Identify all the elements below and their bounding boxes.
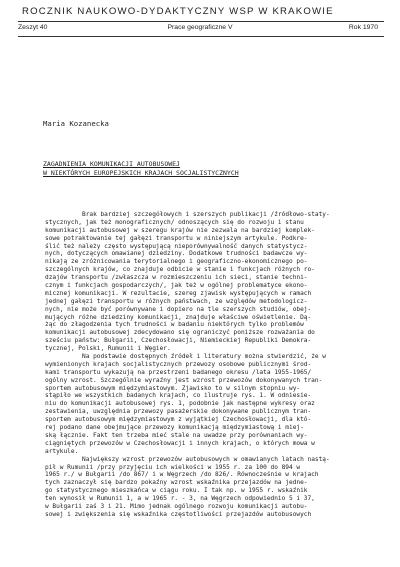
body-line: ogólny wzrost. Szczególnie wyraźny jest wzrost przewozów dokonywanych tran-	[45, 376, 323, 384]
body-line: sowej i zwiększenia się wskaźnika częstotliwości przejazdów autobusowych	[45, 510, 312, 518]
body-line: Największy wzrost przewozów autobusowych w omawianych latach nastą-	[82, 455, 330, 463]
body-line: stycznych, jak też monograficznych/ odnoszących się do rozwoju i stanu	[45, 218, 304, 226]
body-line: tych zaznaczył się bardzo pokaźny wzrost wskaźnika przejazdów na jedne-	[45, 479, 308, 487]
body-line: mujących różne dziedziny komunikacji, znajduje właściwe oświetlenie. Dą-	[45, 313, 312, 321]
body-line: ską łącznie. Fakt ten trzeba mieć stale na uwadze przy porównaniach wy-	[45, 431, 308, 439]
body-line: cznym i funkcjach gospodarczych/, jak też w ogólnej problematyce ekono-	[45, 282, 308, 290]
body-line: rej podano dane obejmujące przewozy komunikacją międzymiastową i miej-	[45, 424, 304, 432]
header-rule-bottom	[18, 36, 384, 37]
body-line: sportem autobusowym międzymiastowym z wyjątkiej Czechosłowacji, dla któ-	[45, 416, 312, 424]
body-line: ciągniętych przewozów w Czechosłowacji i innych krajach, o których mowa w	[45, 439, 315, 447]
body-line: zestawienia, uwzględnia przewozy pasażerskie dokonywane publicznym tran-	[45, 408, 312, 416]
body-line: stąpiło we wszystkich badanych krajach, co ilustruje rys. 1. W odniesie-	[45, 392, 312, 400]
body-line: w Bułgarii zaś 3 i 21. Mimo jednak ogólnego rozwoju komunikacji autobu-	[45, 502, 308, 510]
body-line: go statystycznego mieszkańca w ciągu roku. I tak np. w 1955 r. wskaźnik	[45, 487, 308, 495]
body-line: jednej gałęzi transportu w różnych państwach, ze względów metodologicz-	[45, 297, 308, 305]
publication-year: Rok 1970	[348, 24, 378, 31]
journal-title: ROCZNIK NAUKOWO-DYDAKTYCZNY WSP W KRAKOWIE	[22, 6, 334, 17]
body-line: Brak bardziej szczegółowych i szerszych publikacji /źródłowo-staty-	[82, 211, 330, 218]
header-rule-top	[18, 21, 384, 22]
body-line: nikają ze zróżnicowania terytorialnego i geograficzno-ekonomicznego po-	[45, 258, 308, 266]
article-title-line: ZAGADNIENIA KOMUNIKACJI AUTOBUSOWEJ	[43, 160, 180, 168]
body-line: niu do komunikacji autobusowej rys. 1, podobnie jak następne wykresy oraz	[45, 400, 315, 408]
body-line: żąc do złagodzenia tych trudności w badaniu niektórych tylko problemów	[45, 321, 304, 329]
body-line: 1965 r./ w Bułgarii /do 867/ i w Węgrzech /do 826/. Równocześnie w krajach	[45, 471, 319, 479]
body-line: nych, dotyczących omawianej dziedziny. Dodatkowe trudności badawcze wy-	[45, 250, 308, 258]
body-line: ślić też należy często występującą nieporównywalność danych statystycz-	[45, 242, 308, 250]
body-line: tycznej, Polski, Rumunii i Węgier.	[45, 345, 171, 353]
body-line: micznej komunikacji. W rezultacie, szereg zjawisk występujących w ramach	[45, 289, 312, 297]
body-line: dzajów transportu /zwłaszcza w rozmieszczeniu ich sieci, stanie techni-	[45, 274, 308, 282]
body-line: nych, nie może być porównywane i dopiero na tle szerszych studiów, obej-	[45, 305, 312, 313]
body-line: komunikacji autobusowej w szeregu krajów nie zezwala na bardziej komplek-	[45, 226, 315, 234]
body-line: artykule.	[45, 447, 79, 455]
body-line: Na podstawie dostępnych źródeł i literatury można stwierdzić, że w	[82, 353, 327, 361]
article-body	[45, 211, 373, 519]
author-name: Maria Kozanecka	[43, 119, 109, 128]
body-line: komunikacji autobusowej zdecydowano się ograniczyć poniższe rozważania do	[45, 329, 315, 337]
body-line: wymienionych krajach socjalistycznych przewozy osobowe publicznymi środ-	[45, 360, 312, 368]
issue-number: Zeszyt 40	[18, 24, 48, 31]
body-line: pił w Rumunii /przy przyjęciu ich wielkości w 1955 r. za 100 do 894 w	[45, 463, 301, 471]
body-line: ten wynosił w Rumunii 1, a w 1965 r. - 3, na Węgrzech odpowiednio 5 i 37,	[45, 495, 315, 503]
article-title	[43, 160, 239, 177]
body-line: sześciu państw: Bułgarii, Czechosłowacji, Niemieckiej Republiki Demokra-	[45, 337, 312, 345]
body-line: kami transportu wykazują na przestrzeni badanego okresu /lata 1955-1965/	[45, 368, 312, 376]
body-line: sowe potraktowanie tej gałęzi transportu w niniejszym artykule. Podkre-	[45, 234, 308, 242]
body-line: sportem autobusowym międzymiastowym. Zjawisko to w silnym stopniu wy-	[45, 384, 301, 392]
article-title-line: W NIEKTÓRYCH EUROPEJSKICH KRAJACH SOCJALISTYCZNYCH	[43, 168, 239, 177]
body-line: szczególnych krajów, co znajduje odbicie w stanie i funkcjach różnych ro-	[45, 266, 315, 274]
series-name: Prace geograficzne V	[167, 24, 233, 31]
